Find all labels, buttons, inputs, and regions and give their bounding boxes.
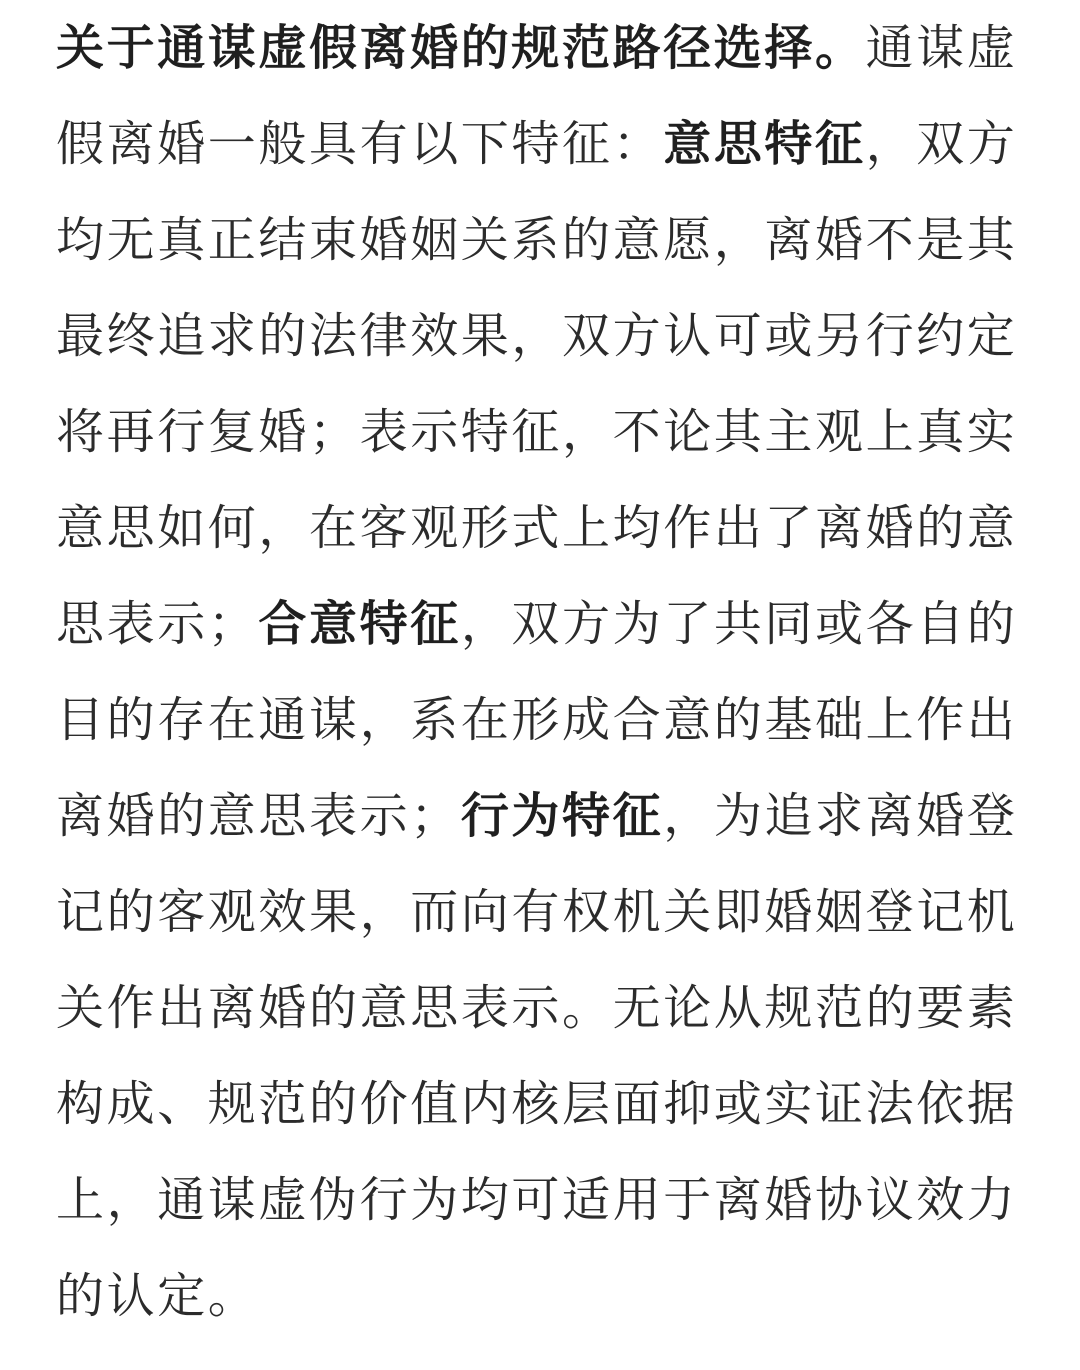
text-segment: 假离婚一般具有以下特征：: [56, 116, 664, 172]
text-segment: ，为追求离婚登: [663, 788, 1018, 844]
paragraph-line: [56, 480, 1026, 576]
text-segment: 通谋虚: [865, 20, 1018, 76]
paragraph-line: [56, 0, 1026, 96]
text-segment: 思表示；: [56, 596, 259, 652]
paragraph-line: [56, 1152, 1026, 1248]
bold-text-segment: 关于通谋虚假离婚的规范路径选择。: [56, 20, 866, 76]
text-segment: 关作出离婚的意思表示。无论从规范的要素: [56, 980, 1018, 1036]
bold-text-segment: 合意特征: [258, 596, 461, 652]
text-segment: 最终追求的法律效果，双方认可或另行约定: [56, 308, 1018, 364]
paragraph-line: [56, 288, 1026, 384]
paragraph-line: [56, 864, 1026, 960]
bold-text-segment: 意思特征: [663, 116, 866, 172]
paragraph-line: [56, 672, 1026, 768]
text-segment: ，双方为了共同或各自的: [460, 596, 1018, 652]
text-segment: 意思如何，在客观形式上均作出了离婚的意: [56, 500, 1018, 556]
text-segment: 目的存在通谋，系在形成合意的基础上作出: [56, 692, 1018, 748]
article-body: [56, 0, 1026, 1344]
paragraph-line: [56, 384, 1026, 480]
paragraph-line: [56, 768, 1026, 864]
text-segment: ，双方: [865, 116, 1018, 172]
text-segment: 的认定。: [56, 1268, 259, 1324]
paragraph-line: [56, 1248, 1026, 1344]
bold-text-segment: 行为特征: [460, 788, 664, 844]
text-segment: 均无真正结束婚姻关系的意愿，离婚不是其: [56, 212, 1018, 268]
text-segment: 构成、规范的价值内核层面抑或实证法依据: [56, 1076, 1018, 1132]
text-segment: 上，通谋虚伪行为均可适用于离婚协议效力: [56, 1172, 1018, 1228]
paragraph-line: [56, 960, 1026, 1056]
paragraph-line: [56, 1056, 1026, 1152]
paragraph-line: [56, 576, 1026, 672]
text-segment: 记的客观效果，而向有权机关即婚姻登记机: [56, 884, 1018, 940]
text-segment: 离婚的意思表示；: [56, 788, 461, 844]
paragraph-line: [56, 96, 1026, 192]
text-segment: 将再行复婚；表示特征，不论其主观上真实: [56, 404, 1018, 460]
paragraph-line: [56, 192, 1026, 288]
